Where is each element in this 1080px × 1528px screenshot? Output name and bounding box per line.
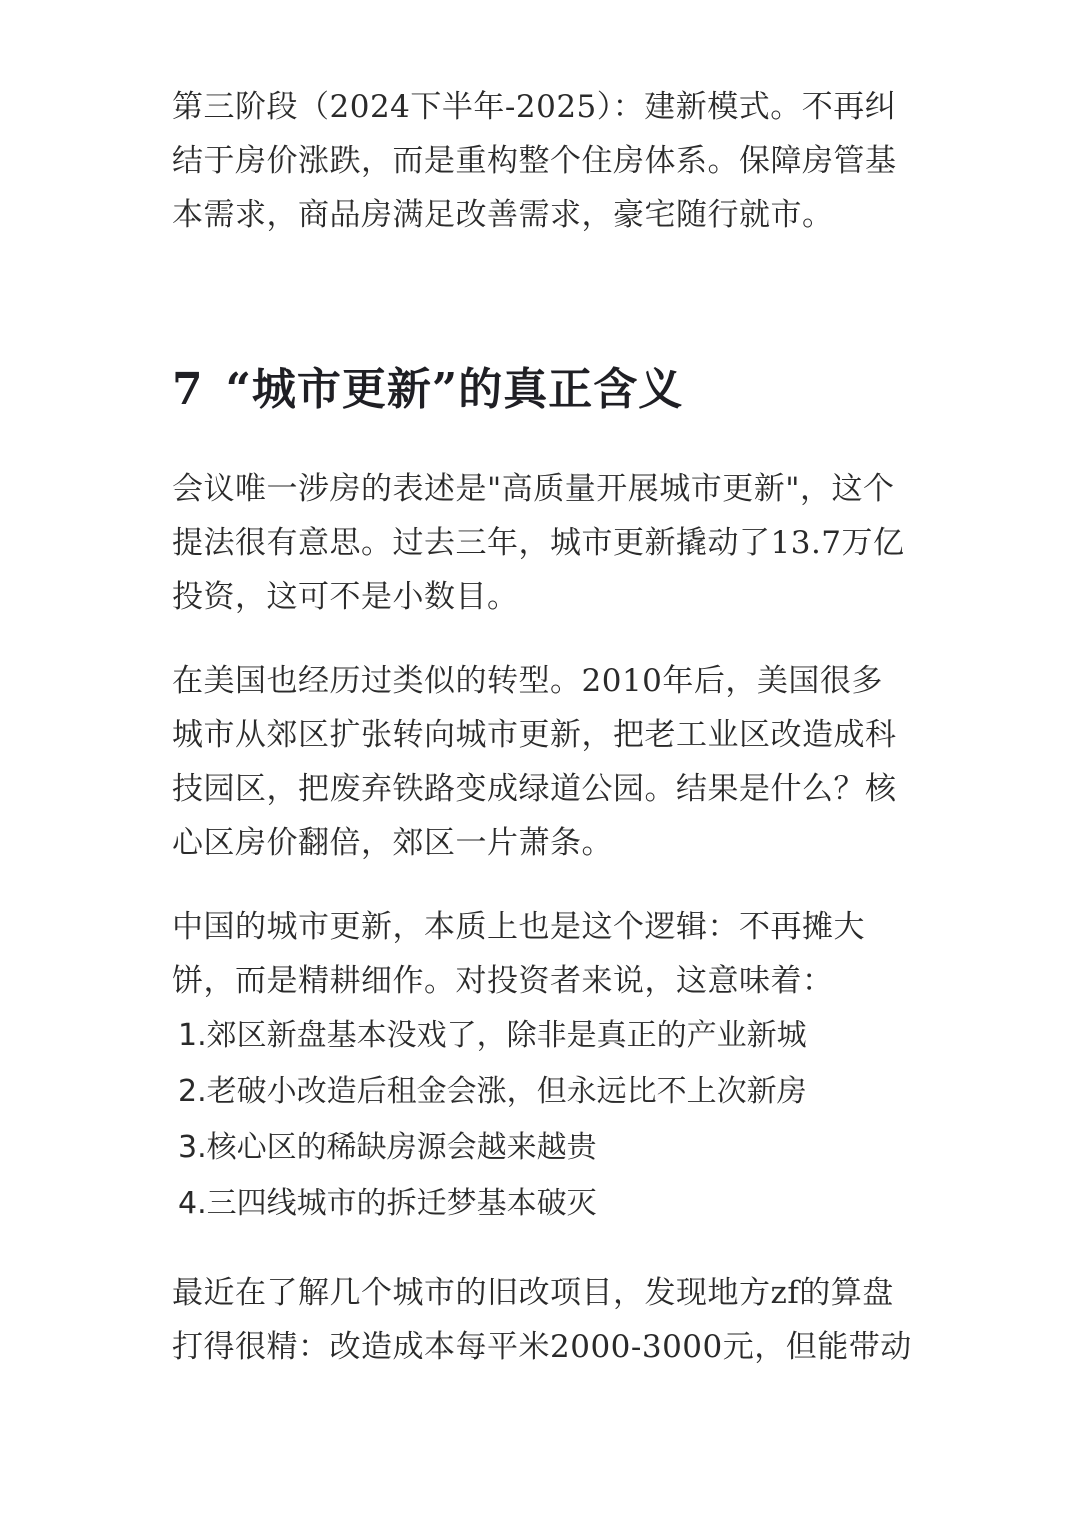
paragraph: 中国的城市更新，本质上也是这个逻辑：不再摊大饼，而是精耕细作。对投资者来说，这意味着： — [172, 909, 865, 999]
section-heading — [172, 360, 912, 420]
paragraph: 会议唯一涉房的表述是"高质量开展城市更新"，这个提法很有意思。过去三年，城市更新撬动了13.7万亿投资，这可不是小数目。 — [172, 471, 905, 615]
list-item-text: 老破小改造后租金会涨，但永远比不上次新房 — [206, 1074, 807, 1109]
list-item-text: 郊区新盘基本没戏了，除非是真正的产业新城 — [206, 1018, 807, 1053]
article-body — [172, 80, 912, 1374]
stage-three-paragraph: 第三阶段（2024下半年-2025）：建新模式。不再纠结于房价涨跌，而是重构整个住房体系。保障房管基本需求，商品房满足改善需求，豪宅随行就市。 — [172, 89, 897, 233]
list-item-text: 三四线城市的拆迁梦基本破灭 — [206, 1186, 597, 1221]
list-item — [172, 1064, 912, 1120]
list-item — [172, 1008, 912, 1064]
list-item-text: 核心区的稀缺房源会越来越贵 — [206, 1130, 597, 1165]
section-content — [172, 462, 912, 1374]
implications-list — [172, 1008, 912, 1232]
closing-paragraph: 最近在了解几个城市的旧改项目，发现地方zf的算盘打得很精：改造成本每平米2000-3000元，但能带动 — [172, 1275, 912, 1365]
paragraph: 在美国也经历过类似的转型。2010年后，美国很多城市从郊区扩张转向城市更新，把老工业区改造成科技园区，把废弃铁路变成绿道公园。结果是什么？核心区房价翻倍，郊区一片萧条。 — [172, 663, 897, 861]
list-item-number: 2. — [178, 1074, 207, 1109]
list-item-number: 4. — [178, 1186, 207, 1221]
list-item-number: 1. — [178, 1018, 207, 1053]
list-item — [172, 1120, 912, 1176]
section-number: 7 — [172, 364, 204, 415]
list-item — [172, 1176, 912, 1232]
list-item-number: 3. — [178, 1130, 207, 1165]
section-title: “城市更新”的真正含义 — [225, 364, 684, 415]
